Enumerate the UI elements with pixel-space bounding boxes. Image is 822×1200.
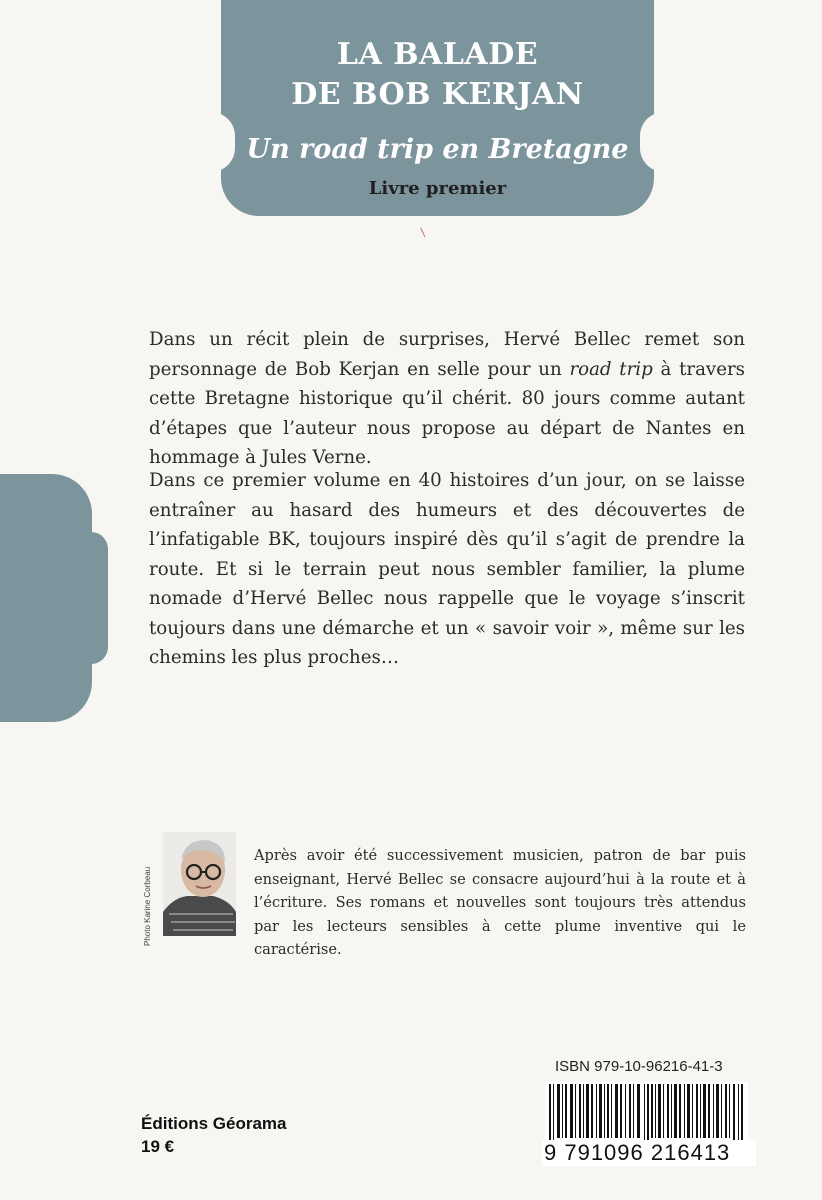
barcode-digits: 9 791096 216413	[542, 1140, 756, 1166]
book-title-line-2: DE BOB KERJAN	[291, 77, 584, 112]
volume-label: Livre premier	[368, 178, 507, 199]
author-bio: Après avoir été successivement musicien, patron de bar puis enseignant, Hervé Bellec se consacre aujourd’hui à la route et à l’écriture. Ses romans et nouvelles sont toujours très attendus par les lecteurs sensibles à cette plume inventive qui le caractérise.	[254, 847, 746, 958]
blurb-p1-start: Dans un récit plein de surprises, Hervé Bellec remet son personnage de Bob Kerjan en selle pour un	[149, 329, 745, 380]
photo-credit: Photo Karine Corbeau	[143, 866, 152, 946]
author-portrait-icon	[163, 832, 236, 936]
blurb-p1-end: à travers cette Bretagne historique qu’il chérit. 80 jours comme autant d’étapes que l’auteur nous propose au départ de Nantes en hommage à Jules Verne.	[149, 358, 745, 468]
barcode-icon	[545, 1082, 748, 1142]
author-photo	[163, 832, 236, 936]
title-panel	[221, 0, 654, 216]
price: 19 €	[141, 1137, 175, 1156]
side-decorative-panel	[0, 474, 92, 722]
publisher-name: Éditions Géorama	[141, 1114, 287, 1133]
blurb-paragraph-2: Dans ce premier volume en 40 histoires d’un jour, on se laisse entraîner au hasard des humeurs et des découvertes de l’infatigable BK, toujours inspiré dès qu’il s’agit de prendre la route. Et si le terrain peut nous sembler familier, la plume nomade d’Hervé Bellec nous rappelle que le voyage s’inscrit toujours dans une démarche et un « savoir voir », même sur les chemins les plus proches…	[149, 470, 745, 668]
book-subtitle: Un road trip en Bretagne	[246, 134, 629, 165]
blurb-paragraph-1	[149, 325, 745, 473]
blurb-p1-italic: road trip	[569, 358, 653, 380]
book-title-line-1: LA BALADE	[336, 37, 539, 72]
isbn-label: ISBN 979-10-96216-41-3	[555, 1058, 723, 1075]
scratch-mark	[420, 225, 431, 237]
